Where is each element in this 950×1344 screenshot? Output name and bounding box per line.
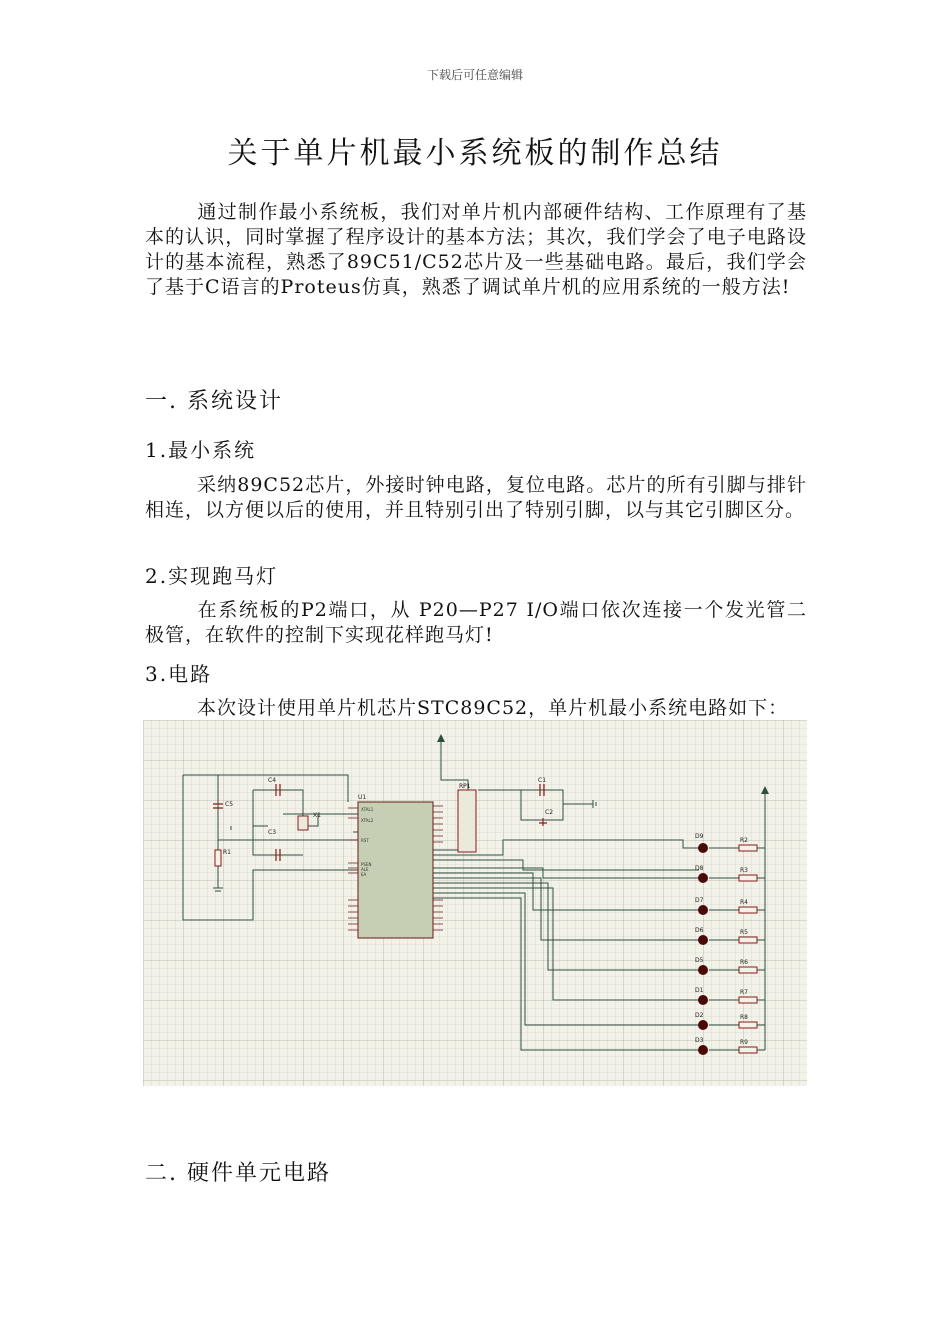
resistor-r4 [739,907,757,913]
resistor-r9-label: R9 [740,1039,748,1046]
subsection-1-heading: 1.最小系统 [145,438,257,462]
document-title: 关于单片机最小系统板的制作总结 [227,136,723,171]
resistor-r7-label: R7 [740,989,748,996]
resistor-r2 [739,845,757,851]
resistor-r8-label: R8 [740,1014,748,1021]
circuit-schematic [143,720,807,1086]
resistor-r3 [739,875,757,881]
svg-text:C1: C1 [538,777,547,784]
svg-text:D9: D9 [695,833,704,840]
subsection-2-text: 在系统板的P2端口，从 P20—P27 I/O端口依次连接一个发光管二极管，在软件的控制下实现花样跑马灯! [145,599,807,646]
resistor-r8 [739,1022,757,1028]
intro-text: 通过制作最小系统板，我们对单片机内部硬件结构、工作原理有了基本的认识，同时掌握了程序设计的基本方法；其次，我们学会了电子电路设计的基本流程，熟悉了89C51/C52芯片及一些基础电路。最后，我们学会了基于C语言的Proteus仿真，熟悉了调试单片机的应用系统的一般方法! [145,201,807,298]
page-header-note: 下载后可任意编辑 [426,68,523,82]
resistor-r5 [739,937,757,943]
subsection-1-paragraph [145,473,807,523]
section-2-heading: 二. 硬件单元电路 [145,1161,331,1186]
intro-paragraph [145,200,807,300]
svg-text:C5: C5 [225,801,234,808]
svg-text:EA: EA [361,872,367,877]
resistor-r6-label: R6 [740,959,748,966]
svg-text:XTAL2: XTAL2 [361,818,374,823]
svg-text:XTAL1: XTAL1 [361,807,374,812]
svg-text:D2: D2 [695,1012,704,1019]
svg-text:C4: C4 [268,777,277,784]
svg-text:D5: D5 [695,957,704,964]
svg-text:D6: D6 [695,927,704,934]
resistor-r2-label: R2 [740,837,748,844]
chip-u1 [348,794,443,938]
svg-text:X1: X1 [313,812,321,819]
svg-text:D8: D8 [695,865,704,872]
resistor-r9 [739,1047,757,1053]
svg-text:RST: RST [361,838,369,843]
svg-text:D3: D3 [695,1037,704,1044]
subsection-2-paragraph [145,598,807,648]
subsection-3-heading: 3.电路 [145,662,213,686]
svg-text:D1: D1 [695,987,704,994]
subsection-3-paragraph [145,696,807,721]
subsection-1-text: 采纳89C52芯片，外接时钟电路，复位电路。芯片的所有引脚与排针相连，以方便以后的使用，并且特别引出了特别引脚，以与其它引脚区分。 [145,474,807,521]
svg-text:PSEN: PSEN [361,862,372,867]
resistor-r5-label: R5 [740,929,748,936]
svg-text:C2: C2 [545,809,554,816]
resistor-r3-label: R3 [740,867,748,874]
svg-text:R1: R1 [223,849,231,856]
section-1-heading: 一. 系统设计 [145,389,283,414]
svg-text:D7: D7 [695,897,704,904]
resistor-pack-rp1 [458,783,476,852]
svg-text:ALE: ALE [361,867,369,872]
subsection-2-heading: 2.实现跑马灯 [145,564,279,588]
resistor-r7 [739,997,757,1003]
subsection-3-text: 本次设计使用单片机芯片STC89C52，单片机最小系统电路如下： [197,697,789,719]
svg-text:RP1: RP1 [459,783,471,790]
svg-text:C3: C3 [268,829,277,836]
resistor-r6 [739,967,757,973]
resistor-r4-label: R4 [740,899,748,906]
svg-text:U1: U1 [358,794,367,801]
